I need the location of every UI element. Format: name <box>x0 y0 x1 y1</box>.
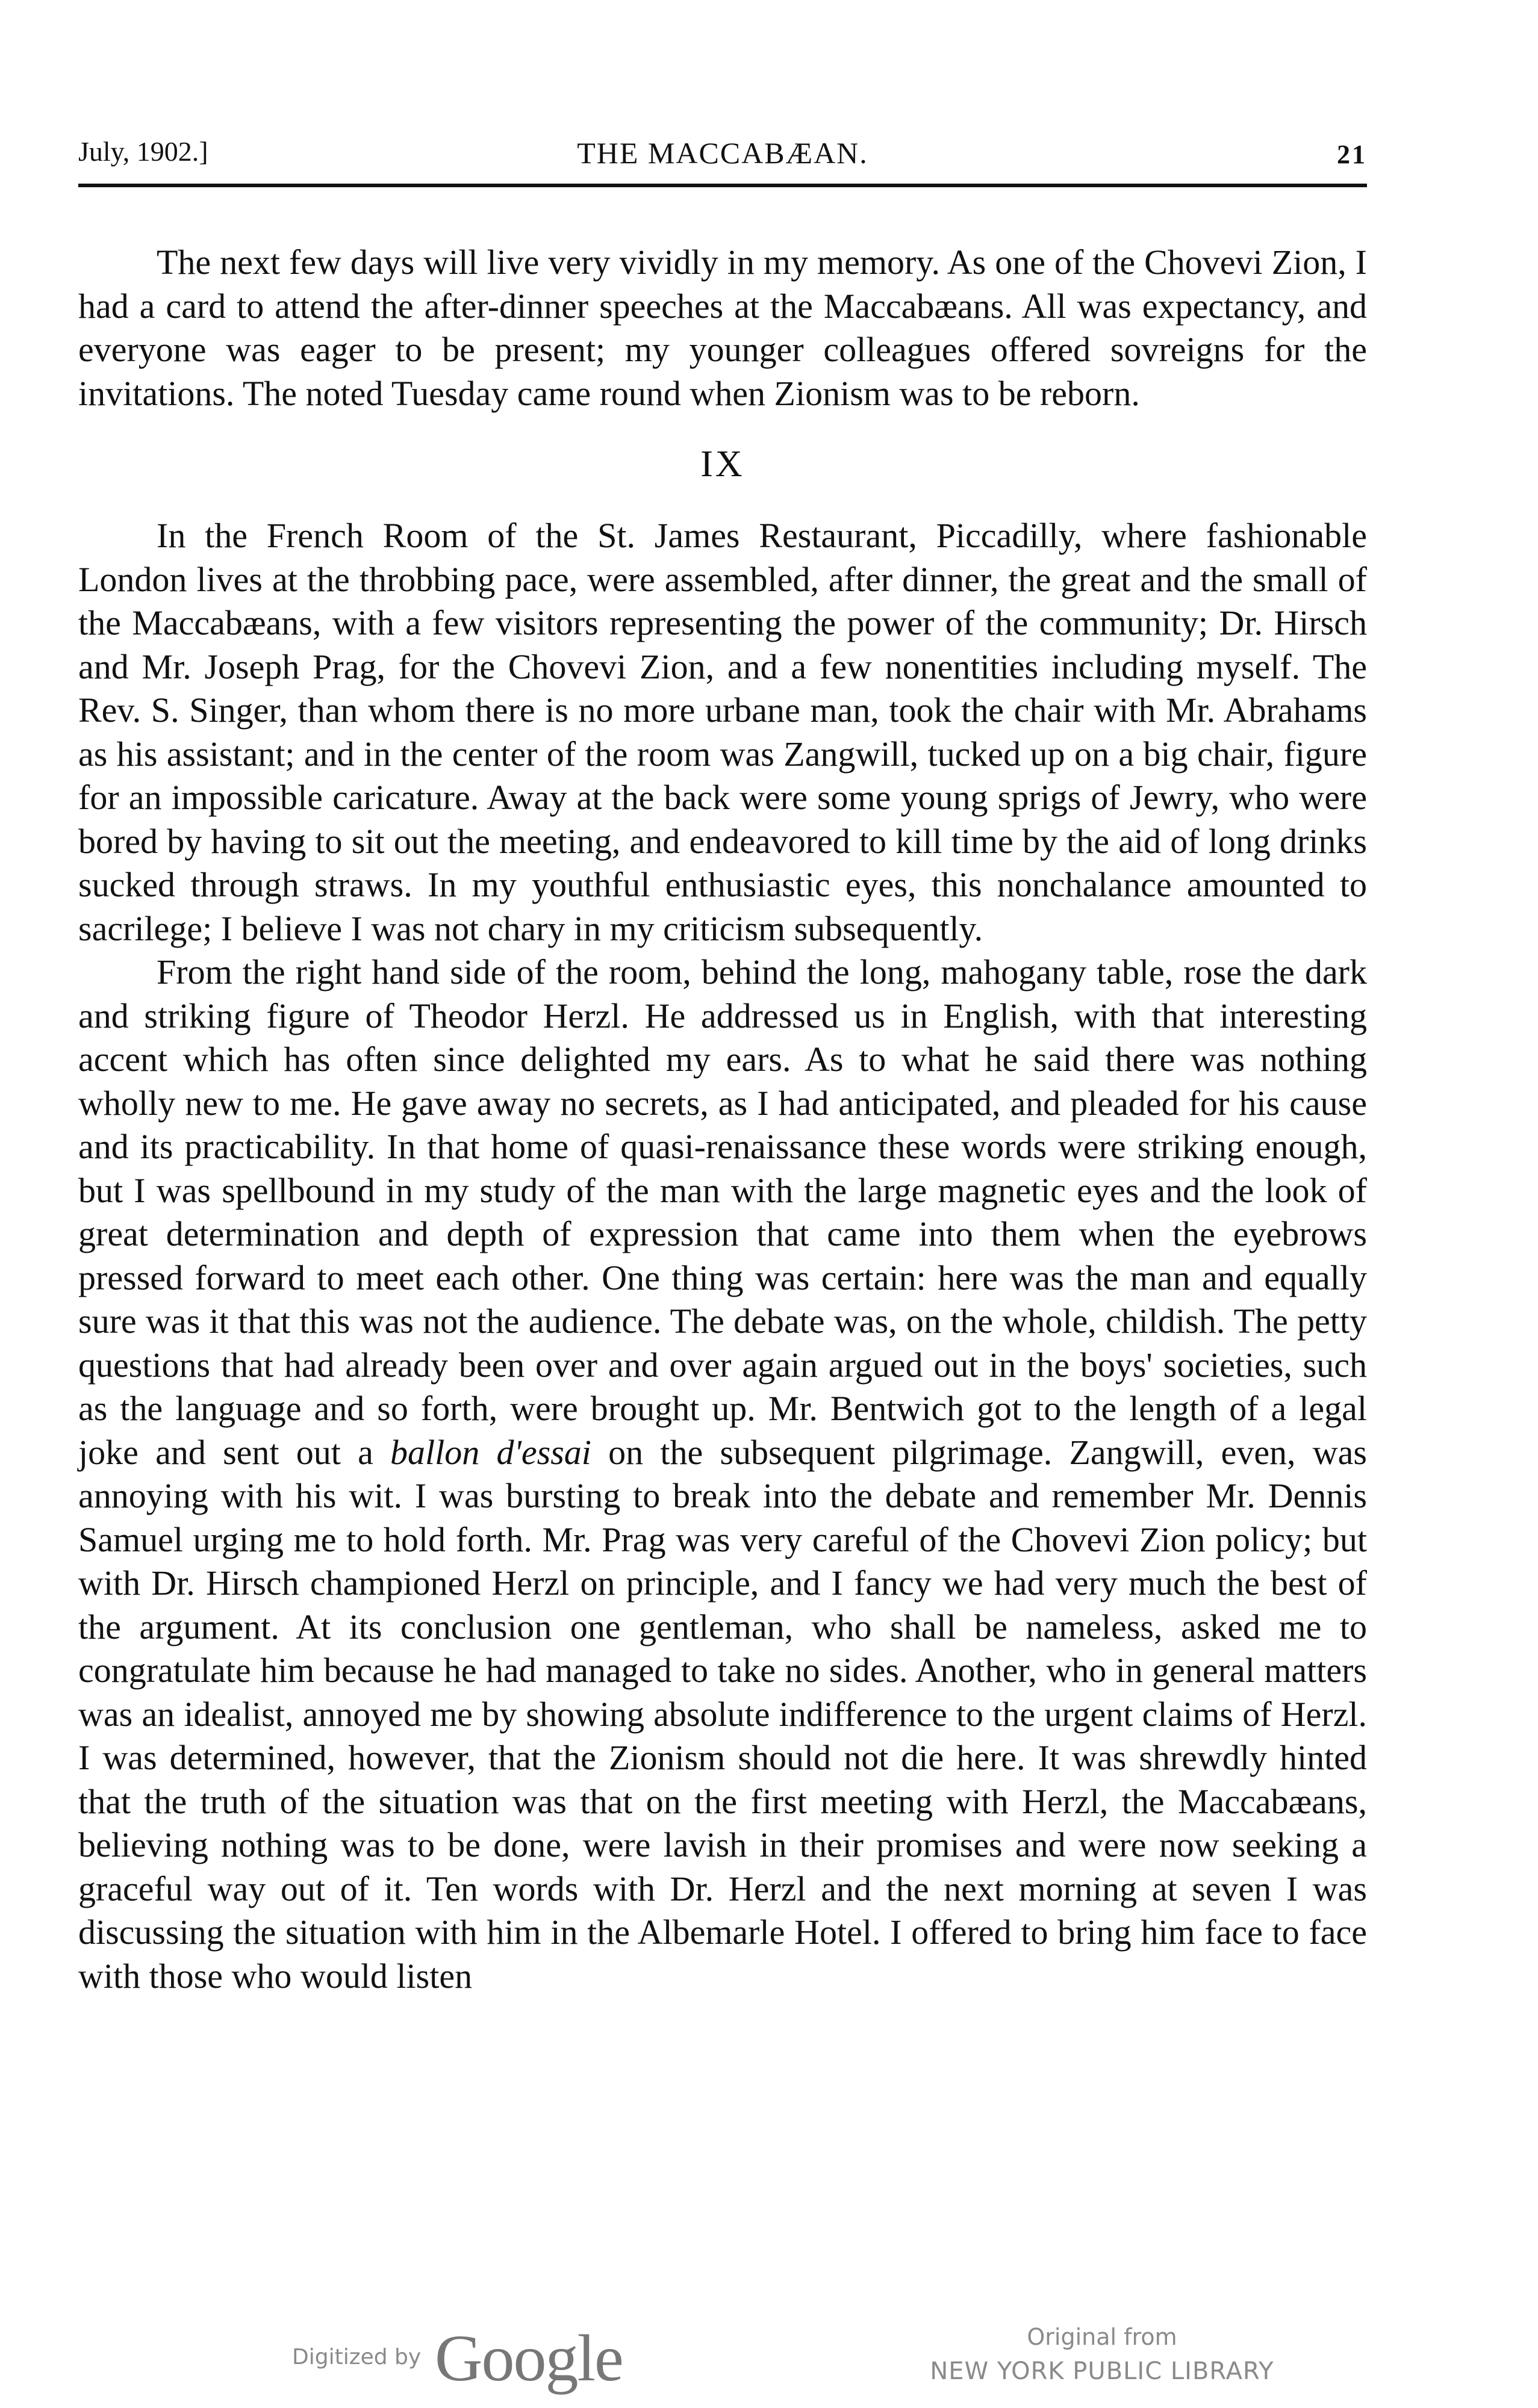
section-heading: IX <box>700 444 745 485</box>
library-name: NEW YORK PUBLIC LIBRARY <box>930 2357 1274 2385</box>
paragraph-herzl-speech-part1: From the right hand side of the room, behind the long, mahogany table, rose the dark and striking figure of Theodor Herzl. He addressed us in English, with that interesting accent which has often since delighted my ears. As to what he said there was nothing wholly new to me. He gave away no secrets, as I had anticipated, and pleaded for his cause and its practicability. In that home of quasi-renaissance these words were striking enough, but I was spellbound in my study of the man with the large magnetic eyes and the look of great determination and depth of expression that came into them when the eyebrows pressed forward to meet each other. One thing was certain: here was the man and equally sure was it that this was not the audience. The debate was, on the whole, childish. The petty questions that had already been over and over again argued out in the boys' societies, such as the language and so forth, were brought up. Mr. Bentwich got to the length of a legal joke and sent out a <box>78 952 1367 1472</box>
article-body <box>78 241 1367 1998</box>
original-from-label: Original from <box>1027 2324 1177 2350</box>
italic-phrase: ballon d'essai <box>390 1432 591 1472</box>
paragraph-herzl-speech <box>78 951 1367 1998</box>
digitized-by-label: Digitized by <box>292 2345 422 2369</box>
issue-date: July, 1902.] <box>78 136 208 167</box>
journal-title: THE MACCABÆAN. <box>577 136 868 170</box>
google-logo: Google <box>435 2321 623 2395</box>
running-head <box>78 135 1367 187</box>
paragraph-french-room: In the French Room of the St. James Restaurant, Piccadilly, where fashionable London lives at the throbbing pace, were assembled, after dinner, the great and the small of the Maccabæans, with a few visitors representing the power of the community; Dr. Hirsch and Mr. Joseph Prag, for the Chovevi Zion, and a few nonentities including myself. The Rev. S. Singer, than whom there is no more urbane man, took the chair with Mr. Abrahams as his assistant; and in the center of the room was Zangwill, tucked up on a big chair, figure for an impossible caricature. Away at the back were some young sprigs of Jewry, who were bored by having to sit out the meeting, and endeavored to kill time by the aid of long drinks sucked through straws. In my youthful enthusiastic eyes, this nonchalance amounted to sacrilege; I believe I was not chary in my criticism subsequently. <box>78 516 1367 948</box>
paragraph-herzl-speech-part2: on the subsequent pilgrimage. Zangwill, even, was annoying with his wit. I was bursting to break into the debate and remember Mr. Dennis Samuel urging me to hold forth. Mr. Prag was very careful of the Chovevi Zion policy; but with Dr. Hirsch championed Herzl on principle, and I fancy we had very much the best of the argument. At its conclusion one gentleman, who shall be nameless, asked me to congratulate him because he had managed to take no sides. Another, who in general matters was an idealist, annoyed me by showing absolute indifference to the urgent claims of Herzl. I was determined, however, that the Zionism should not die here. It was shrewdly hinted that the truth of the situation was that on the first meeting with Herzl, the Maccabæans, believing nothing was to be done, were lavish in their promises and were now seeking a graceful way out of it. Ten words with Dr. Herzl and the next morning at seven I was discussing the situation with him in the Albemarle Hotel. I offered to bring him face to face with those who would listen <box>78 1432 1367 1996</box>
paragraph-memory: The next few days will live very vividly in my memory. As one of the Chovevi Zion, I had a card to attend the after-dinner speeches at the Maccabæans. All was expectancy, and everyone was eager to be present; my younger colleagues offered sovreigns for the invitations. The noted Tuesday came round when Zionism was to be reborn. <box>78 243 1367 413</box>
page-number: 21 <box>1337 140 1367 169</box>
book-page <box>78 0 1367 2408</box>
digitization-footer <box>0 2312 1538 2402</box>
